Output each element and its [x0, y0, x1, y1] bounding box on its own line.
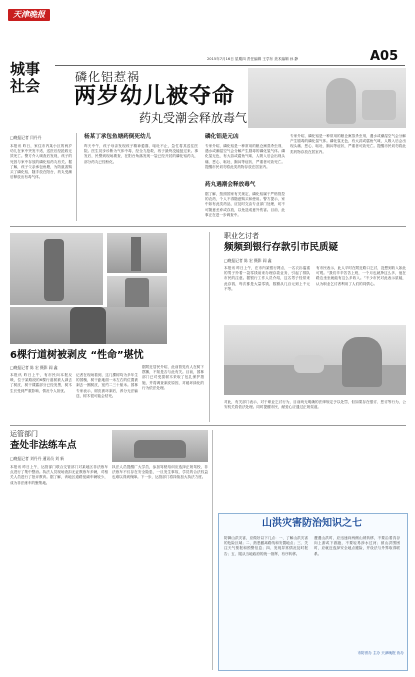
masthead-logo-text: 天津晚报 [13, 10, 45, 19]
lead-subhead-2: 磷化铝是元凶 [205, 134, 239, 140]
tree-photo-2 [107, 233, 167, 273]
tree-body-1: 本报讯 昨日上午，有市民向本报反映，位于某路段的6棵行道树被人剥去了树皮，树干裸露部分已经发黑，树木生长受到严重影响，情况令人担忧。 [10, 373, 72, 393]
tree-body-2: 记者在现场看到，这几棵树均为多年生的国槐，树干距地面一米左右的位置被剥去一圈树皮，宽约二三十厘米。园林专家表示，树皮被环剥后，养分无法输送，树木很可能会枯死。 [76, 373, 138, 398]
lead-body-col1: 本报讯 昨日，家住市内某小区的两岁幼儿在家中突发不适，送医后经抢救无效死亡。警方介入调查后发现，孩子的死因与家中存放的磷化铝药丸有关。据了解，孩子父亲承包鱼塘，为防鼠害购买了磷化铝，随手放在阳台，药丸受潮后释放出有毒气体。 [10, 144, 72, 180]
lead-subhead-3: 药丸遇潮会释放毒气 [205, 182, 256, 188]
ad-title: 山洪灾害防治知识之七 [262, 518, 362, 529]
street-tree [131, 237, 141, 271]
masthead-rule [55, 65, 405, 66]
training-car [134, 440, 186, 458]
traffic-body-2: 执法人员提醒广大学员，参加驾驶培训应选择正规驾校，非法练车不仅存在安全隐患，一旦发生事故，学员的合法权益也难以得到保障。下一步，运管部门将持续加大执法力度。 [112, 465, 208, 480]
tree-photo-main [10, 307, 167, 344]
section-rule-2 [10, 425, 406, 426]
lead-subhead-1: 杨某丁承包鱼塘药倒死幼儿 [84, 134, 152, 140]
lead-byline: □晚报记者 闫丹丹 [10, 135, 42, 140]
lead-body-col3: 专家介绍，磷化铝是一种常用的粮仓熏蒸杀虫剂，遇水或潮湿空气会分解产生剧毒的磷化氢气体。磷化氢无色，有大蒜或腐鱼气味，人吸入后会出现头痛、恶心、呕吐、胸闷等症状，严重者可致死亡。提醒市民切勿将此类药物存放在居室内。 [205, 144, 285, 169]
lead-photo [248, 68, 406, 128]
bank-headline: 频频到银行存款引市民质疑 [224, 242, 339, 253]
lead-body-col4: 据了解，按照国家有关规定，磷化铝属于严格管控的农药，个人不得随意购买和使用。警方提示，家中如有此类药品，应及时交由专业部门处理，切不可随意丢弃或存放，以免造成意外伤害。目前，此事正在进一步调查中。 [205, 192, 285, 217]
tree-photo-1 [10, 233, 103, 305]
bank-kicker: 职业乞讨者 [224, 232, 259, 240]
bank-body-3: 对此，有关部门表示，对于职业乞讨行为，目前尚无明确的法律规定予以处罚，但如果存在强讨、恶讨等行为，公安机关将依法处理。同时提醒市民，献爱心应通过正规渠道。 [224, 400, 406, 410]
lead-kicker: 磷化铝惹祸 [75, 70, 141, 84]
lead-headline: 两岁幼儿被夺命 [74, 84, 236, 109]
ad-body-1: 防御山洪灾害，应做好以下几点：一、了解山洪灾害的危险区域；二、熟悉撤离路线和安置地点；三、关注天气预报和预警信息；四、发现异常情况及时报告；五、服从当地政府的统一指挥，有序转移。 [224, 536, 308, 556]
lead-body-col5: 专家介绍，磷化铝是一种常用的粮仓熏蒸杀虫剂，遇水或潮湿空气会分解产生剧毒的磷化氢气体。磷化氢无色，有大蒜或腐鱼气味，人吸入后会出现头痛、恶心、呕吐、胸闷等症状，严重者可致死亡。提醒市民切勿将此类药物存放在居室内。 [290, 134, 406, 154]
ad-footer: 市防汛办 主办 天津晚报 协办 [357, 651, 404, 655]
photo-object [362, 90, 396, 120]
col-divider-middle [209, 232, 210, 422]
traffic-photo [112, 430, 208, 462]
bank-byline: □晚报记者 陈 宏 摄影 阎 鑫 [224, 258, 272, 263]
bank-body-1: 本报讯 昨日上午，在市内某银行网点，一名衣衫褴褛的男子拎着一袋零钱前来办理存款业务，引起了排队市民的注意。据银行工作人员介绍，这名男子经常来此存钱，每次都是大量零钱，数额从几百元到上千元不等。 [224, 266, 310, 291]
beggar-figure [342, 337, 382, 387]
lead-subhead: 药丸受潮会释放毒气 [139, 111, 248, 125]
traffic-kicker: 运管部门 [10, 430, 38, 438]
photo-figure [326, 78, 356, 124]
page-number: A05 [370, 49, 399, 64]
traffic-byline: □晚报记者 刘丹丹 通讯员 刘 新 [10, 456, 64, 461]
ad-body-2: 遭遇山洪时，应迅速向两侧山坡转移，不要沿着沟谷向上游或下游跑，不要轻易涉水过河；被山洪围困时，应就近选择安全地点避险，并设法与外界取得联系。 [314, 536, 400, 556]
traffic-headline: 查处非法练车点 [10, 440, 77, 451]
tree-byline: □晚报记者 陈 宏 摄影 阎 鑫 [10, 365, 58, 370]
lead-body-col2: 昨天中午，孩子母亲发现孩子精神萎靡、呕吐不止，急忙将其送往医院。医生初步诊断为气体中毒，经全力抢救，孩子最终没能挺过来。事发后，民警到现场勘查，在阳台角落发现一袋已经开封的磷化铝药丸，部分药丸已经粉化。 [84, 144, 198, 164]
section-title: 城事 社会 [10, 60, 41, 95]
section-rule-1 [10, 226, 406, 227]
tree-headline: 6棵行道树被剥皮 “性命”堪忧 [10, 350, 144, 361]
bank-body-2: 有市民表示，此人平时在附近路口乞讨，没想到收入如此可观。“我们辛辛苦苦上班，一个月也就挣这么多，他在路边坐坐就能有这么多收入。”不少市民对此表示质疑，认为职业乞讨者利用了人们的同情心。 [316, 266, 406, 286]
col-divider-bottom [212, 430, 213, 670]
col-divider [76, 133, 77, 221]
bank-photo [224, 325, 406, 395]
stripped-trunk [70, 307, 106, 344]
tree-body-3: 据附近居民介绍，此前曾见有人在树下摆摊，不知是否与此有关。目前，园林部门已对受损树木采取了包扎保护措施，并将调查剥皮原因，对破坏绿化的行为依法处理。 [142, 365, 204, 390]
traffic-body-1: 本报讯 昨日上午，运管部门联合交管部门对某地区非法练车点进行了集中整治。执法人员现场查扣无证教练车多辆，对相关人员进行了批评教育。据了解，该地区道路宽阔车辆较少，成为非法练车的聚集地。 [10, 465, 108, 485]
coin-bag [294, 355, 324, 373]
date-line: 2015年7月16日 星期四 责任编辑 王学东 美术编辑 孙 静 [207, 57, 299, 61]
tree-trunk [44, 239, 64, 301]
